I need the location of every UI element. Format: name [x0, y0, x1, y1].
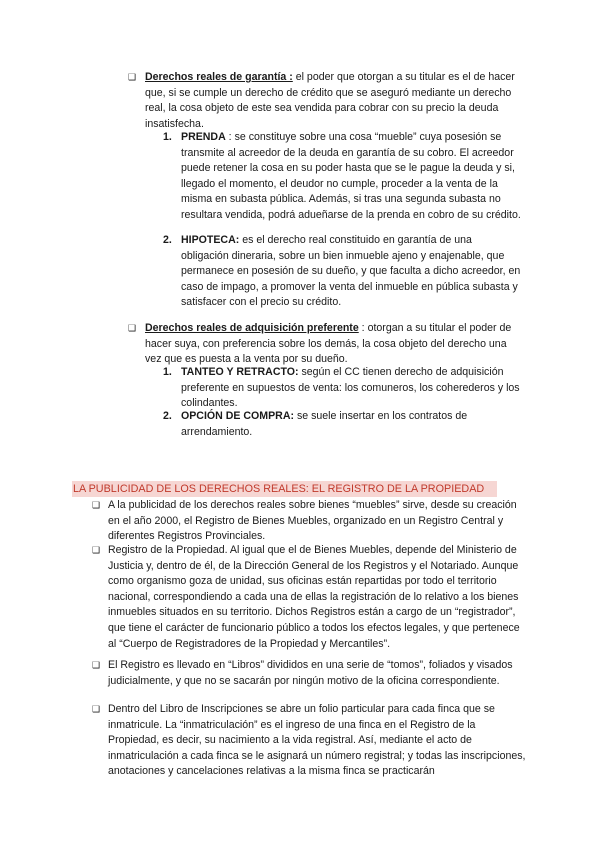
hipoteca-text: es el derecho real constituido en garantía de una obligación dineraria, sobre un bien inmueble ajeno y enajenable, que permanece en posesión de su dueño, y que faculta a dicho acreedor, en caso de impago, a promover la venta del inmueble en pública subasta y satisfacer con el precio su crédito. — [181, 234, 521, 309]
libros-paragraph: El Registro es llevado en “Libros” divididos en una serie de “tomos”, foliados y visados judicialmente, y que no se sacarán por ningún motivo de la oficina correspondiente. — [108, 659, 513, 687]
prenda-paragraph — [181, 130, 521, 224]
registro-propiedad-paragraph: Registro de la Propiedad. Al igual que el de Bienes Muebles, depende del Ministerio de Justicia y, dentro de él, de la Dirección General de los Registros y el Notariado. Aunque como organismo goza de unidad, sus oficinas están repartidas por todo el territorio nacional, correspondiendo a cada una de ellas la registración de lo relativo a los bienes inmuebles situados en su territorio. Dichos Registros están a cargo de un “registrador”, que tiene el carácter de funcionario público a todos los efectos legales, y que pertenece al “Cuerpo de Registradores de la Propiedad y Mercantiles”. — [108, 544, 520, 650]
checkbox-bullet-icon: ❑ — [92, 545, 101, 555]
checkbox-bullet-icon: ❑ — [92, 660, 101, 670]
prenda-title: PRENDA — [181, 131, 226, 143]
checkbox-bullet-icon: ❑ — [128, 72, 137, 82]
checkbox-bullet-icon: ❑ — [92, 704, 101, 714]
tanteo-number: 1. — [163, 366, 172, 378]
checkbox-bullet-icon: ❑ — [128, 323, 137, 333]
hipoteca-number: 2. — [163, 234, 172, 246]
adquisicion-text: : otorgan a su titular el poder de hacer suya, con preferencia sobre los demás, la cosa objeto del derecho una vez que es puesta a la venta por su dueño. — [145, 322, 512, 366]
bienes-muebles-paragraph: A la publicidad de los derechos reales sobre bienes “muebles” sirve, desde su creación en el año 2000, el Registro de Bienes Muebles, organizado en un Registro Central y diferentes Registros Provinciales. — [108, 499, 517, 543]
opcion-text: se suele insertar en los contratos de arrendamiento. — [181, 410, 468, 438]
opcion-paragraph — [181, 409, 521, 440]
garantia-paragraph — [145, 70, 517, 132]
hipoteca-title: HIPOTECA: — [181, 234, 240, 246]
tanteo-title: TANTEO Y RETRACTO: — [181, 366, 299, 378]
opcion-title: OPCIÓN DE COMPRA: — [181, 410, 295, 422]
garantia-title: Derechos reales de garantía : — [145, 71, 293, 83]
adquisicion-title: Derechos reales de adquisición preferente — [145, 322, 359, 334]
adquisicion-paragraph — [145, 321, 517, 368]
opcion-number: 2. — [163, 410, 172, 422]
hipoteca-paragraph — [181, 233, 521, 311]
prenda-number: 1. — [163, 131, 172, 143]
checkbox-bullet-icon: ❑ — [92, 500, 101, 510]
garantia-text: el poder que otorgan a su titular es el de hacer que, si se cumple un derecho de crédito que se aseguró mediante un derecho real, la cosa objeto de este sea vendida para cobrar con su precio la deuda insatisfecha. — [145, 71, 515, 130]
tanteo-text: según el CC tienen derecho de adquisición preferente en supuestos de venta: los comuneros, los coherederos y los colindantes. — [181, 366, 520, 410]
prenda-text: : se constituye sobre una cosa “mueble” cuya posesión se transmite al acreedor de la deuda en garantía de su cobro. El acreedor puede retener la cosa en su poder hasta que se le pague la deuda y si, llegado el momento, el deudor no cumple, proceder a la venta de la misma en subasta pública. Además, si tras una segunda subasta no resultara vendida, podrá adueñarse de la prenda en cobro de su crédito. — [181, 131, 521, 221]
inscripciones-paragraph: Dentro del Libro de Inscripciones se abre un folio particular para cada finca que se inmatricule. La “inmatriculación” es el ingreso de una finca en el Registro de la Propiedad, es decir, su nacimiento a la vida registral. Así, mediante el acto de inmatriculación a cada finca se le asignará un número registral; y todas las inscripciones, anotaciones y cancelaciones relativas a la misma finca se practicarán — [108, 703, 526, 778]
section-heading: LA PUBLICIDAD DE LOS DERECHOS REALES: EL REGISTRO DE LA PROPIEDAD — [72, 481, 497, 497]
tanteo-paragraph — [181, 365, 521, 412]
